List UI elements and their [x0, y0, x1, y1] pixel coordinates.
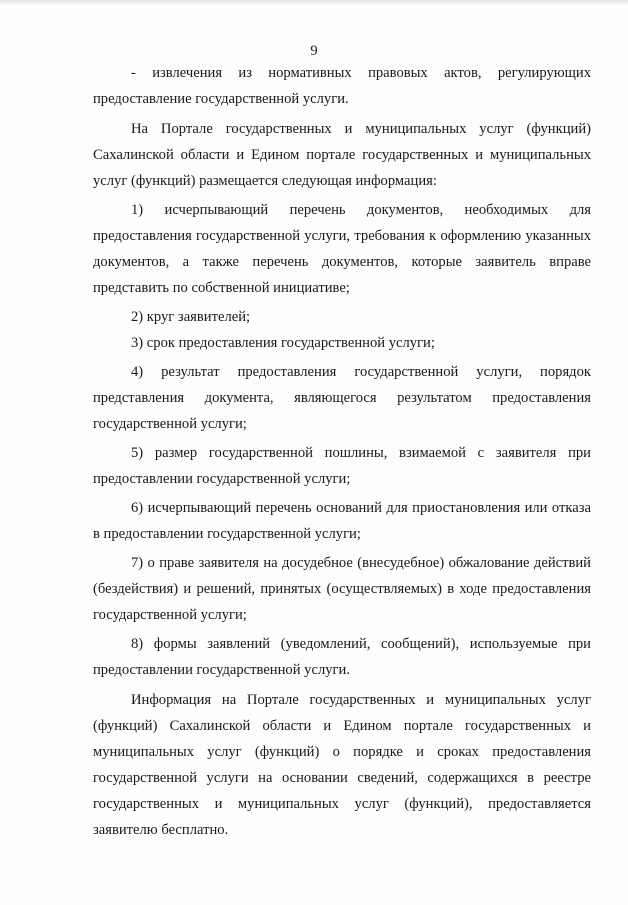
list-item-1: 1) исчерпывающий перечень документов, необходимых для предоставления государственной услуги, требования к оформлению указанных документов, а также перечень документов, которые заявитель вправе представить по собственной инициативе;	[93, 202, 591, 296]
paragraph-extracts: - извлечения из нормативных правовых актов, регулирующих предоставление государственной услуги.	[93, 65, 591, 107]
page-number: 9	[310, 43, 318, 59]
list-item-6: 6) исчерпывающий перечень оснований для приостановления или отказа в предоставлении государственной услуги;	[93, 500, 591, 542]
list-item-4: 4) результат предоставления государственной услуги, порядок представления документа, являющегося результатом предоставления государственной услуги;	[93, 364, 591, 432]
paragraph-free-of-charge: Информация на Портале государственных и муниципальных услуг (функций) Сахалинской области и Едином портале государственных и муниципальных услуг (функций) о порядке и сроках предоставления государственной услуги на основании сведений, содержащихся в реестре государственных и муниципальных услуг (функций), предоставляется заявителю бесплатно.	[93, 692, 591, 838]
list-item-7: 7) о праве заявителя на досудебное (внесудебное) обжалование действий (бездействия) и решений, принятых (осуществляемых) в ходе предоставления государственной услуги;	[93, 555, 591, 623]
scan-edge	[0, 0, 628, 6]
list-item-5: 5) размер государственной пошлины, взимаемой с заявителя при предоставлении государственной услуги;	[93, 445, 591, 487]
body-text	[93, 60, 591, 843]
list-item-2: 2) круг заявителей;	[131, 309, 251, 325]
list-item-8: 8) формы заявлений (уведомлений, сообщений), используемые при предоставлении государственной услуги.	[93, 636, 591, 678]
list-item-3: 3) срок предоставления государственной услуги;	[131, 335, 435, 351]
paragraph-portal-info: На Портале государственных и муниципальных услуг (функций) Сахалинской области и Едином портале государственных и муниципальных услуг (функций) размещается следующая информация:	[93, 121, 591, 189]
